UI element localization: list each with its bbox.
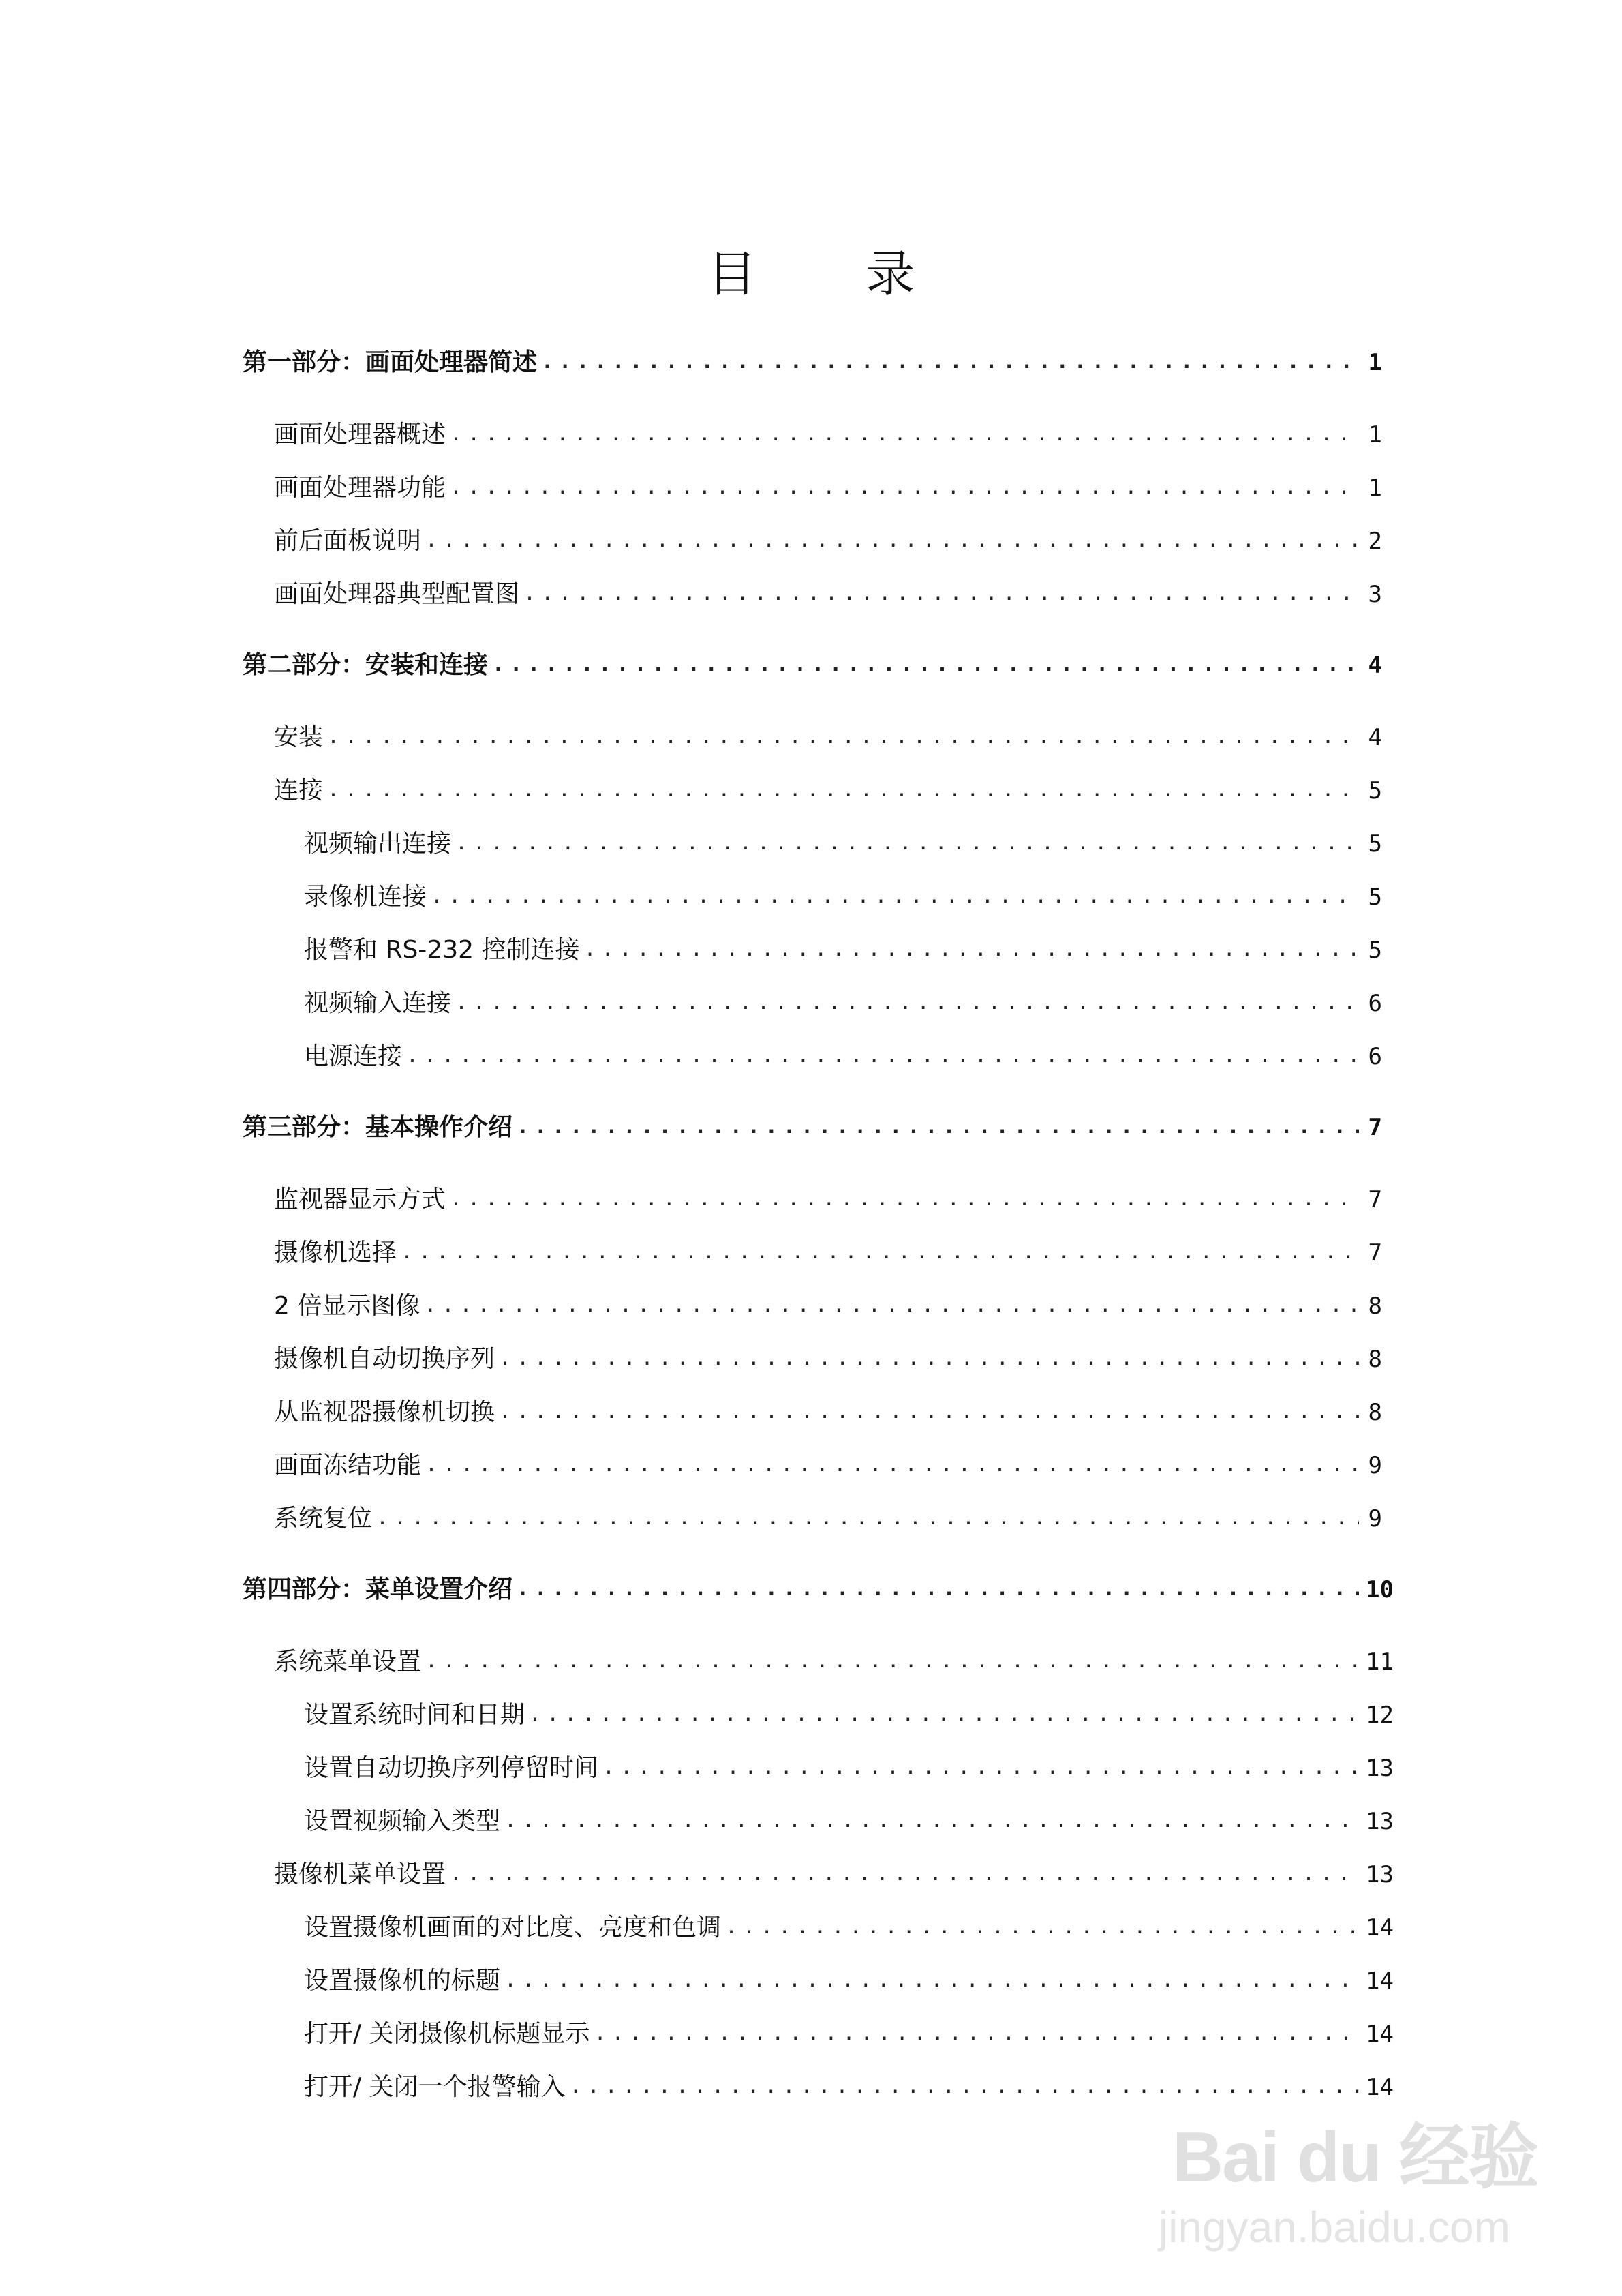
toc-dot-leader: [425, 1642, 1359, 1682]
toc-entry-label: 监视器显示方式: [274, 1185, 446, 1213]
toc-subentry[interactable]: [304, 824, 1382, 864]
toc-entry[interactable]: [274, 1854, 1394, 1895]
toc-entry-label: 视频输入连接: [304, 989, 452, 1017]
toc-dot-leader: [450, 1179, 1359, 1220]
toc-entry[interactable]: [274, 574, 1382, 615]
toc-subentry[interactable]: [304, 1961, 1394, 2002]
toc-page-number: 14: [1366, 1914, 1394, 1942]
toc-page-number: 9: [1368, 1452, 1382, 1479]
toc-dot-leader: [583, 930, 1359, 971]
toc-subentry[interactable]: [304, 1907, 1394, 1948]
toc-dot-leader: [455, 983, 1359, 1024]
toc-subentry[interactable]: [304, 983, 1382, 1024]
toc-section-entry[interactable]: [243, 1107, 1382, 1148]
toc-subentry[interactable]: [304, 1695, 1394, 1736]
toc-entry-label: 画面处理器功能: [274, 474, 446, 502]
toc-dot-leader: [327, 770, 1359, 811]
toc-entry-label: 设置摄像机的标题: [304, 1967, 501, 1995]
watermark-url: jingyan.baidu.com: [1159, 2203, 1510, 2252]
toc-dot-leader: [529, 1695, 1359, 1736]
toc-entry[interactable]: [274, 770, 1382, 811]
toc-entry-label: 系统菜单设置: [274, 1648, 422, 1676]
toc-page-number: 13: [1366, 1861, 1394, 1888]
toc-entry-label: 摄像机自动切换序列: [274, 1345, 495, 1373]
toc-entry-label: 打开/ 关闭一个报警输入: [304, 2073, 566, 2101]
toc-page-number: 8: [1368, 1346, 1382, 1373]
toc-page-number: 14: [1366, 2021, 1394, 2048]
toc-entry-label: 摄像机选择: [274, 1239, 397, 1267]
toc-entry[interactable]: [274, 1642, 1394, 1682]
toc-entry[interactable]: [274, 1498, 1382, 1539]
toc-entry[interactable]: [274, 521, 1382, 562]
toc-page-number: 3: [1368, 581, 1382, 608]
toc-page-number: 4: [1368, 724, 1382, 751]
toc-dot-leader: [492, 645, 1359, 686]
toc-page-number: 10: [1366, 1576, 1394, 1603]
toc-entry-label: 第三部分：基本操作介绍: [243, 1113, 513, 1141]
toc-dot-leader: [450, 468, 1359, 509]
toc-entry[interactable]: [274, 717, 1382, 758]
toc-entry[interactable]: [274, 1445, 1382, 1486]
toc-entry-label: 设置视频输入类型: [304, 1807, 501, 1835]
toc-entry-label: 第二部分：安装和连接: [243, 651, 489, 679]
toc-entry-label: 视频输出连接: [304, 830, 452, 858]
toc-section-entry[interactable]: [243, 1569, 1394, 1610]
toc-dot-leader: [431, 877, 1359, 918]
toc-dot-leader: [376, 1498, 1359, 1539]
toc-entry[interactable]: [274, 1392, 1382, 1433]
toc-entry-label: 画面处理器概述: [274, 421, 446, 449]
toc-page-number: 7: [1368, 1239, 1382, 1267]
toc-dot-leader: [455, 824, 1359, 864]
toc-dot-leader: [499, 1339, 1359, 1380]
toc-subentry[interactable]: [304, 1036, 1382, 1077]
toc-entry-label: 从监视器摄像机切换: [274, 1398, 495, 1426]
toc-entry-label: 系统复位: [274, 1505, 373, 1532]
toc-page-number: 7: [1368, 1186, 1382, 1213]
toc-entry-label: 第一部分：画面处理器简述: [243, 348, 538, 376]
toc-page-number: 1: [1368, 349, 1382, 376]
toc-entry[interactable]: [274, 468, 1382, 509]
toc-section-entry[interactable]: [243, 342, 1382, 383]
toc-entry-label: 第四部分：菜单设置介绍: [243, 1575, 513, 1603]
watermark-logo: Bai du 经验: [1172, 2118, 1538, 2197]
toc-entry-label: 打开/ 关闭摄像机标题显示: [304, 2020, 590, 2048]
toc-title: 目 录: [707, 245, 915, 303]
toc-entry[interactable]: [274, 414, 1382, 455]
toc-entry-label: 画面冻结功能: [274, 1451, 422, 1479]
toc-entry-label: 录像机连接: [304, 883, 427, 911]
toc-section-entry[interactable]: [243, 645, 1382, 686]
toc-page-number: 13: [1366, 1755, 1394, 1782]
toc-entry-label: 设置摄像机画面的对比度、亮度和色调: [304, 1914, 722, 1942]
toc-dot-leader: [450, 1854, 1359, 1895]
toc-entry-label: 摄像机菜单设置: [274, 1860, 446, 1888]
toc-dot-leader: [504, 1801, 1359, 1842]
toc-subentry[interactable]: [304, 1801, 1394, 1842]
toc-entry[interactable]: [274, 1339, 1382, 1380]
toc-dot-leader: [602, 1748, 1359, 1789]
toc-page-number: 9: [1368, 1505, 1382, 1532]
toc-page-number: 14: [1366, 1967, 1394, 1995]
toc-page-number: 6: [1368, 1043, 1382, 1070]
toc-entry-label: 连接: [274, 776, 324, 804]
toc-page-number: 5: [1368, 830, 1382, 858]
baidu-jingyan-watermark: [1145, 2100, 1554, 2263]
toc-entry-label: 报警和 RS-232 控制连接: [304, 936, 580, 964]
toc-entry[interactable]: [274, 1286, 1382, 1327]
toc-subentry[interactable]: [304, 877, 1382, 918]
toc-dot-leader: [406, 1036, 1359, 1077]
toc-dot-leader: [499, 1392, 1359, 1433]
toc-page-number: 14: [1366, 2074, 1394, 2101]
toc-dot-leader: [401, 1233, 1359, 1273]
toc-entry-label: 2 倍显示图像: [274, 1292, 420, 1320]
toc-entry[interactable]: [274, 1233, 1382, 1273]
toc-page-number: 12: [1366, 1702, 1394, 1729]
toc-page-number: 2: [1368, 528, 1382, 555]
toc-page-number: 5: [1368, 937, 1382, 964]
toc-page-number: 1: [1368, 474, 1382, 502]
toc-dot-leader: [517, 1569, 1359, 1610]
toc-entry-label: 前后面板说明: [274, 527, 422, 555]
toc-dot-leader: [424, 1286, 1359, 1327]
toc-page-number: 13: [1366, 1808, 1394, 1835]
toc-dot-leader: [523, 574, 1359, 615]
toc-entry-label: 设置自动切换序列停留时间: [304, 1754, 599, 1782]
toc-dot-leader: [541, 342, 1359, 383]
toc-dot-leader: [425, 1445, 1359, 1486]
toc-page-number: 5: [1368, 883, 1382, 911]
toc-page-number: 6: [1368, 990, 1382, 1017]
toc-entry[interactable]: [274, 1179, 1382, 1220]
toc-entry-label: 安装: [274, 723, 324, 751]
toc-dot-leader: [327, 717, 1359, 758]
toc-entry-label: 画面处理器典型配置图: [274, 580, 520, 608]
toc-dot-leader: [517, 1107, 1359, 1148]
toc-page-number: 8: [1368, 1293, 1382, 1320]
toc-page-number: 11: [1366, 1648, 1394, 1676]
toc-page-number: 4: [1368, 652, 1382, 679]
toc-dot-leader: [425, 521, 1359, 562]
toc-page-number: 7: [1368, 1114, 1382, 1141]
toc-page-number: 1: [1368, 421, 1382, 449]
toc-entry-label: 设置系统时间和日期: [304, 1701, 525, 1729]
toc-page-number: 5: [1368, 777, 1382, 804]
toc-subentry[interactable]: [304, 2014, 1394, 2055]
toc-dot-leader: [725, 1907, 1359, 1948]
toc-page-number: 8: [1368, 1399, 1382, 1426]
toc-entry-label: 电源连接: [304, 1042, 403, 1070]
toc-subentry[interactable]: [304, 930, 1382, 971]
toc-subentry[interactable]: [304, 1748, 1394, 1789]
toc-dot-leader: [594, 2014, 1359, 2055]
toc-dot-leader: [450, 414, 1359, 455]
toc-dot-leader: [504, 1961, 1359, 2002]
